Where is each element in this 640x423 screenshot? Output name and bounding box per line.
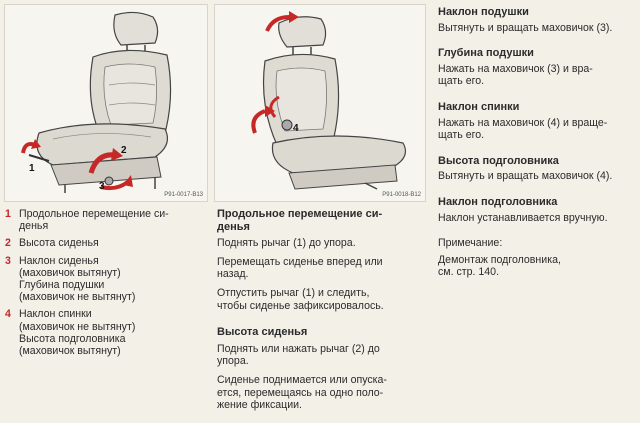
legend-text: Высота сиденья [19, 237, 99, 250]
heading-headrest-tilt: Наклон подголовника [438, 195, 558, 208]
paragraph: Поднять рычаг (1) до упора. [217, 237, 356, 250]
paragraph: Нажать на маховичок (3) и вра- щать его. [438, 62, 593, 88]
legend-number: 1 [5, 208, 11, 220]
right-column [438, 6, 638, 292]
heading-cushion-tilt: Наклон подушки [438, 6, 529, 18]
seat-figure-right [214, 4, 426, 202]
paragraph: Перемещать сиденье вперед или назад. [217, 255, 383, 281]
paragraph: Отпустить рычаг (1) и следить, чтобы сиденье зафиксировалось. [217, 286, 384, 312]
legend-number: 4 [5, 308, 11, 321]
legend-item [5, 208, 210, 232]
paragraph: Вытянуть и вращать маховичок (4). [438, 170, 613, 183]
legend-number: 3 [5, 254, 11, 267]
paragraph: Поднять или нажать рычаг (2) до упора. [217, 342, 380, 368]
seat-illustration-right [215, 5, 425, 201]
legend-list [5, 208, 210, 362]
seat-illustration-left [5, 5, 207, 201]
legend-item [5, 237, 210, 249]
heading-longitudinal: Продольное перемещение си- денья [217, 208, 383, 233]
seat-figure-left [4, 4, 208, 202]
legend-text: Продольное перемещение си- денья [19, 208, 169, 233]
callout-4: 4 [293, 123, 299, 134]
paragraph: Сиденье поднимается или опуска- ется, перемещаясь на одно поло- жение фиксации. [217, 373, 387, 412]
paragraph: Вытянуть и вращать маховичок (3). [438, 21, 613, 34]
figure-code-right: P91-0018-B12 [382, 192, 421, 198]
legend-item [5, 255, 210, 304]
callout-3: 3 [99, 181, 105, 192]
paragraph: Наклон устанавливается вручную. [438, 211, 608, 224]
middle-column [217, 208, 422, 418]
legend-item [5, 308, 210, 357]
note-label: Примечание: [438, 237, 503, 250]
heading-seat-height: Высота сиденья [217, 326, 308, 339]
heading-cushion-depth: Глубина подушки [438, 47, 534, 60]
callout-1: 1 [29, 163, 35, 174]
heading-backrest-tilt: Наклон спинки [438, 100, 520, 113]
callout-2: 2 [121, 145, 127, 156]
figure-code-left: P91-0017-B13 [164, 192, 203, 198]
note-text: Демонтаж подголовника, см. стр. 140. [438, 253, 561, 279]
legend-text: Наклон сиденья (маховичок вытянут) Глубина подушки (маховичок не вытянут) [19, 254, 136, 304]
paragraph: Нажать на маховичок (4) и враще- щать его. [438, 116, 608, 142]
heading-headrest-height: Высота подголовника [438, 154, 559, 167]
legend-number: 2 [5, 237, 11, 250]
legend-text: Наклон спинки (маховичок не вытянут) Высота подголовника (маховичок вытянут) [19, 308, 136, 358]
